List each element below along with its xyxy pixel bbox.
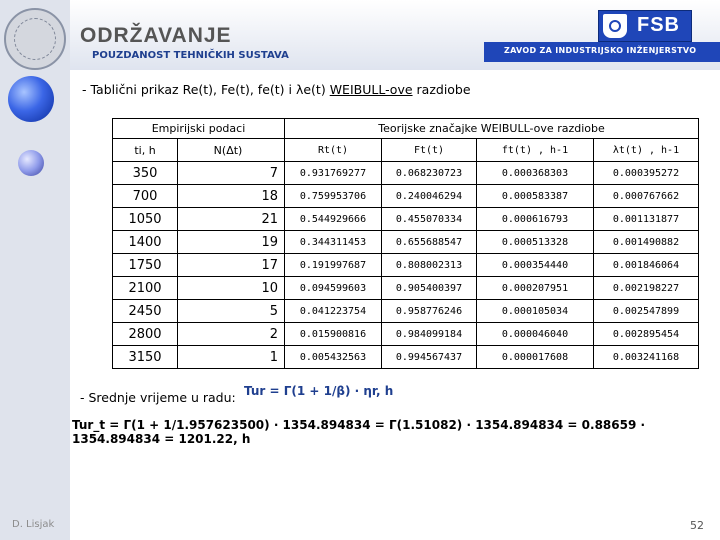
table-row: [113, 185, 699, 208]
cell-ft: 0.655688547: [382, 231, 477, 254]
table-row: [113, 254, 699, 277]
section-heading: [82, 82, 471, 97]
cell-ft-density: 0.000354440: [477, 254, 594, 277]
left-sidebar: [0, 0, 70, 540]
page-number: 52: [690, 519, 704, 532]
cell-ti: 1750: [113, 254, 178, 277]
institution-bar: [484, 42, 720, 62]
cell-lambda: 0.002895454: [594, 323, 699, 346]
cell-ti: 2800: [113, 323, 178, 346]
table-row: [113, 346, 699, 369]
cell-lambda: 0.001846064: [594, 254, 699, 277]
cell-ti: 700: [113, 185, 178, 208]
col-header-ft-density: ft(t) , h-1: [477, 139, 594, 162]
cell-lambda: 0.001131877: [594, 208, 699, 231]
cell-ft: 0.240046294: [382, 185, 477, 208]
cell-ti: 1400: [113, 231, 178, 254]
formula-calc-prefix: Tur_t = Γ(1 + 1/1.957623500) · 1354.894834 = Γ(1.51082) · 1354.894834 = 0.88659 · 1354.894834 =: [72, 418, 646, 446]
heading-underlined: WEIBULL-ove: [329, 82, 413, 97]
cell-rt: 0.191997687: [285, 254, 382, 277]
cell-lambda: 0.003241168: [594, 346, 699, 369]
page-title: ODRŽAVANJE: [80, 24, 232, 47]
cell-ft: 0.994567437: [382, 346, 477, 369]
group-header-theoretical: Teorijske značajke WEIBULL-ove razdiobe: [285, 119, 699, 139]
table-row: [113, 300, 699, 323]
fsb-shield-icon: [603, 14, 627, 38]
university-seal-icon: [4, 8, 66, 70]
cell-rt: 0.005432563: [285, 346, 382, 369]
cell-n: 5: [178, 300, 285, 323]
cell-rt: 0.344311453: [285, 231, 382, 254]
cell-n: 18: [178, 185, 285, 208]
cell-ft-density: 0.000616793: [477, 208, 594, 231]
cell-n: 21: [178, 208, 285, 231]
formula-calculation: [72, 418, 720, 446]
cell-ti: 2450: [113, 300, 178, 323]
table-row: [113, 162, 699, 185]
institution-name: ZAVOD ZA INDUSTRIJSKO INŽENJERSTVO: [504, 46, 697, 55]
cell-lambda: 0.002198227: [594, 277, 699, 300]
formula-label: - Srednje vrijeme u radu:: [80, 390, 236, 405]
cell-ft-density: 0.000583387: [477, 185, 594, 208]
cell-rt: 0.931769277: [285, 162, 382, 185]
cell-n: 7: [178, 162, 285, 185]
group-header-empirical: Empirijski podaci: [113, 119, 285, 139]
cell-n: 1: [178, 346, 285, 369]
cell-rt: 0.041223754: [285, 300, 382, 323]
cell-n: 2: [178, 323, 285, 346]
table-row: [113, 208, 699, 231]
cell-rt: 0.015900816: [285, 323, 382, 346]
formula-result: 1201.22, h: [178, 432, 251, 446]
author-name: D. Lisjak: [12, 519, 55, 530]
cell-ti: 1050: [113, 208, 178, 231]
cell-ft: 0.984099184: [382, 323, 477, 346]
cell-ft: 0.808002313: [382, 254, 477, 277]
page-subtitle: POUZDANOST TEHNIČKIH SUSTAVA: [92, 50, 289, 61]
cell-ti: 2100: [113, 277, 178, 300]
formula-general: Tur = Γ(1 + 1/β) · ηr, h: [244, 384, 394, 398]
col-header-ti: ti, h: [113, 139, 178, 162]
cell-ft-density: 0.000207951: [477, 277, 594, 300]
cell-n: 10: [178, 277, 285, 300]
cell-ft-density: 0.000017608: [477, 346, 594, 369]
cell-ft-density: 0.000368303: [477, 162, 594, 185]
heading-suffix: razdiobe: [412, 82, 471, 97]
cell-lambda: 0.001490882: [594, 231, 699, 254]
col-header-n: N(Δt): [178, 139, 285, 162]
cell-lambda: 0.000395272: [594, 162, 699, 185]
cell-lambda: 0.002547899: [594, 300, 699, 323]
cell-rt: 0.759953706: [285, 185, 382, 208]
col-header-lambda: λt(t) , h-1: [594, 139, 699, 162]
table-row: [113, 231, 699, 254]
cell-ft-density: 0.000105034: [477, 300, 594, 323]
cell-ft: 0.905400397: [382, 277, 477, 300]
cell-ft: 0.455070334: [382, 208, 477, 231]
table-row: [113, 277, 699, 300]
cell-n: 19: [178, 231, 285, 254]
cell-ft-density: 0.000046040: [477, 323, 594, 346]
cell-ft-density: 0.000513328: [477, 231, 594, 254]
small-sphere-icon: [18, 150, 44, 176]
cell-rt: 0.094599603: [285, 277, 382, 300]
fsb-logo: [598, 10, 692, 42]
cell-n: 17: [178, 254, 285, 277]
col-header-rt: Rt(t): [285, 139, 382, 162]
cell-ft: 0.068230723: [382, 162, 477, 185]
col-header-ft: Ft(t): [382, 139, 477, 162]
cell-ti: 350: [113, 162, 178, 185]
cell-ft: 0.958776246: [382, 300, 477, 323]
weibull-table: [112, 118, 699, 369]
fsb-logo-text: FSB: [637, 14, 680, 36]
heading-prefix: - Tablični prikaz Re(t), Fe(t), fe(t) i λe(t): [82, 82, 330, 97]
cell-ti: 3150: [113, 346, 178, 369]
cell-rt: 0.544929666: [285, 208, 382, 231]
table-row: [113, 323, 699, 346]
cell-lambda: 0.000767662: [594, 185, 699, 208]
blue-sphere-icon: [8, 76, 54, 122]
